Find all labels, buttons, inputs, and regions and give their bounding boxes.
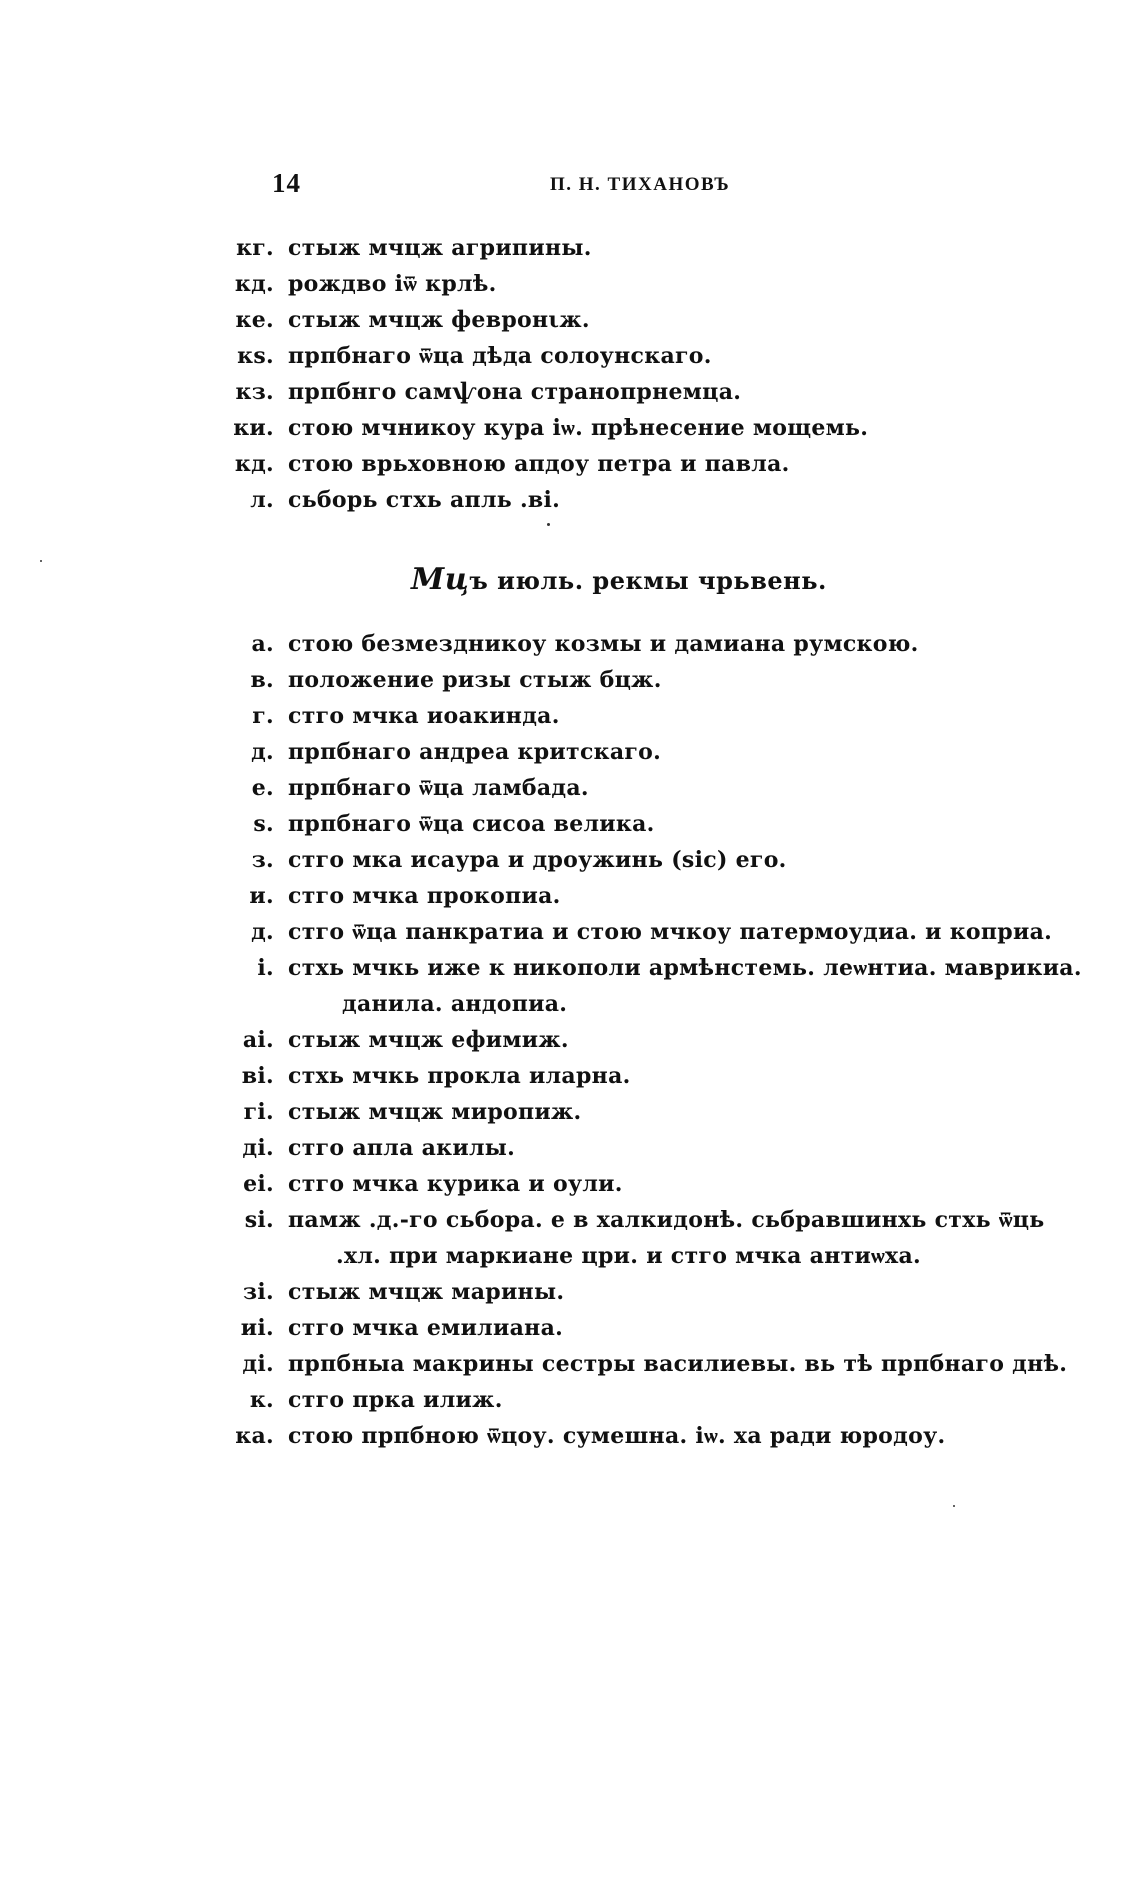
- entry-july-15: [228, 1166, 623, 1202]
- entry-july-1: [228, 626, 919, 662]
- entry-number: кз.: [235, 379, 274, 405]
- entry-number: і.: [257, 955, 274, 981]
- entry-july-16: [228, 1202, 1045, 1238]
- entry-text: стою прпбною ѿцоу. сумешна. іѡ. ха ради юродоу.: [288, 1423, 946, 1449]
- entry-july-11: [228, 1022, 569, 1058]
- entry-july-21: [228, 1418, 945, 1454]
- entry-number: еі.: [243, 1171, 274, 1197]
- entry-text: данила. андопиа.: [342, 991, 568, 1017]
- entry-july-6: [228, 806, 655, 842]
- entry-july-10-continuation: [342, 986, 567, 1022]
- entry-text: прпбнаго ѿца ламбада.: [288, 775, 589, 801]
- entry-text: памж .д.-го сьбора. е в халкидонѣ. сьбравшинхь стхь ѿць: [288, 1207, 1045, 1233]
- month-heading-initial: Мц: [411, 562, 470, 597]
- entry-text: прпбнаго ѿца сисоа велика.: [288, 811, 655, 837]
- entry-july-19: [228, 1346, 1067, 1382]
- entry-july-2: [228, 662, 662, 698]
- entry-text: стою врьховною апдоу петра и павла.: [288, 451, 790, 477]
- entry-july-20: [228, 1382, 503, 1418]
- entry-number: к.: [249, 1387, 274, 1413]
- running-head: П. Н. ТИХАНОВЪ: [550, 174, 731, 195]
- entry-text: стго мчка иоакинда.: [288, 703, 560, 729]
- entry-june-28: [228, 410, 868, 446]
- entry-july-3: [228, 698, 560, 734]
- entry-july-13: [228, 1094, 581, 1130]
- entry-text: стго ѿца панкратиа и стою мчкоу патермоудиа. и коприа.: [288, 919, 1053, 945]
- entry-text: стыж мчцж февронιж.: [288, 307, 590, 333]
- entry-number: в.: [250, 667, 274, 693]
- entry-number: кд.: [234, 271, 274, 297]
- entry-number: е.: [251, 775, 274, 801]
- entry-july-7: [228, 842, 787, 878]
- entry-number: ві.: [241, 1063, 274, 1089]
- entry-july-8: [228, 878, 561, 914]
- entry-number: гі.: [243, 1099, 274, 1125]
- entry-number: ки.: [233, 415, 274, 441]
- entry-number: л.: [250, 487, 274, 513]
- entry-text: прпбнаго андреа критскаго.: [288, 739, 662, 765]
- entry-text: стхь мчкь иже к никополи армѣнстемь. леѡнтиа. маврикиа.: [288, 955, 1082, 981]
- entry-june-30: [228, 482, 560, 518]
- entry-june-25: [228, 302, 590, 338]
- ink-speck: [547, 523, 550, 526]
- entry-number: ѕі.: [244, 1207, 274, 1233]
- entry-text: стыж мчцж ефимиж.: [288, 1027, 569, 1053]
- entry-july-12: [228, 1058, 631, 1094]
- entry-number: г.: [252, 703, 274, 729]
- entry-text: стго мчка емилиана.: [288, 1315, 564, 1341]
- entry-number: ді.: [242, 1135, 274, 1161]
- page-number: 14: [272, 168, 301, 198]
- entry-july-14: [228, 1130, 515, 1166]
- entry-july-18: [228, 1310, 563, 1346]
- entry-text: рождво іѿ крлѣ.: [288, 271, 497, 297]
- entry-text: стго мчка прокопиа.: [288, 883, 561, 909]
- entry-text: положение ризы стыж бцж.: [288, 667, 662, 693]
- entry-text: стго мка исаура и дроужинь (sic) его.: [288, 847, 787, 873]
- entry-july-16-continuation: [336, 1238, 921, 1274]
- entry-july-10: [228, 950, 1082, 986]
- entry-july-5: [228, 770, 589, 806]
- entry-number: и.: [249, 883, 274, 909]
- entry-text: стыж мчцж миропиж.: [288, 1099, 582, 1125]
- entry-number: ка.: [235, 1423, 274, 1449]
- entry-number: д.: [251, 919, 274, 945]
- month-heading: [411, 562, 827, 597]
- entry-number: ді.: [242, 1351, 274, 1377]
- entry-number: д.: [251, 739, 274, 765]
- ink-speck: [40, 560, 42, 562]
- entry-number: зі.: [243, 1279, 274, 1305]
- entry-number: ѕ.: [253, 811, 274, 837]
- entry-text: .хл. при маркиане цри. и стго мчка антиѡха.: [336, 1243, 921, 1269]
- entry-text: стыж мчцж агрипины.: [288, 235, 592, 261]
- entry-number: кд.: [234, 451, 274, 477]
- entry-text: сьборь стхь апль .ві.: [288, 487, 561, 513]
- entry-text: стою безмездникоу козмы и дамиана румскою.: [288, 631, 919, 657]
- entry-number: з.: [251, 847, 274, 873]
- entry-text: стго мчка курика и оули.: [288, 1171, 623, 1197]
- entry-number: кг.: [236, 235, 274, 261]
- ink-speck: [953, 1505, 955, 1507]
- entry-july-9: [228, 914, 1052, 950]
- entry-number: а.: [251, 631, 274, 657]
- entry-june-24: [228, 266, 497, 302]
- entry-number: иі.: [240, 1315, 274, 1341]
- entry-text: стго прка илиж.: [288, 1387, 503, 1413]
- entry-text: стхь мчкь прокла иларна.: [288, 1063, 631, 1089]
- entry-text: стою мчникоу кура іѡ. прѣнесение мощемь.: [288, 415, 869, 441]
- entry-june-27: [228, 374, 741, 410]
- entry-june-26: [228, 338, 712, 374]
- entry-june-29: [228, 446, 790, 482]
- entry-text: прпбнаго ѿца дѣда солоунскаго.: [288, 343, 712, 369]
- entry-number: ке.: [235, 307, 274, 333]
- entry-text: стго апла акилы.: [288, 1135, 516, 1161]
- entry-number: аі.: [242, 1027, 274, 1053]
- entry-number: кѕ.: [237, 343, 274, 369]
- entry-text: стыж мчцж марины.: [288, 1279, 565, 1305]
- month-heading-text: ъ июль. рекмы чрьвень.: [469, 566, 827, 595]
- entry-july-17: [228, 1274, 564, 1310]
- entry-text: прпбныа макрины сестры василиевы. вь тѣ прпбнаго днѣ.: [288, 1351, 1068, 1377]
- entry-text: прпбнго самѱона странопрнемца.: [288, 379, 742, 405]
- entry-june-23: [228, 230, 592, 266]
- entry-july-4: [228, 734, 661, 770]
